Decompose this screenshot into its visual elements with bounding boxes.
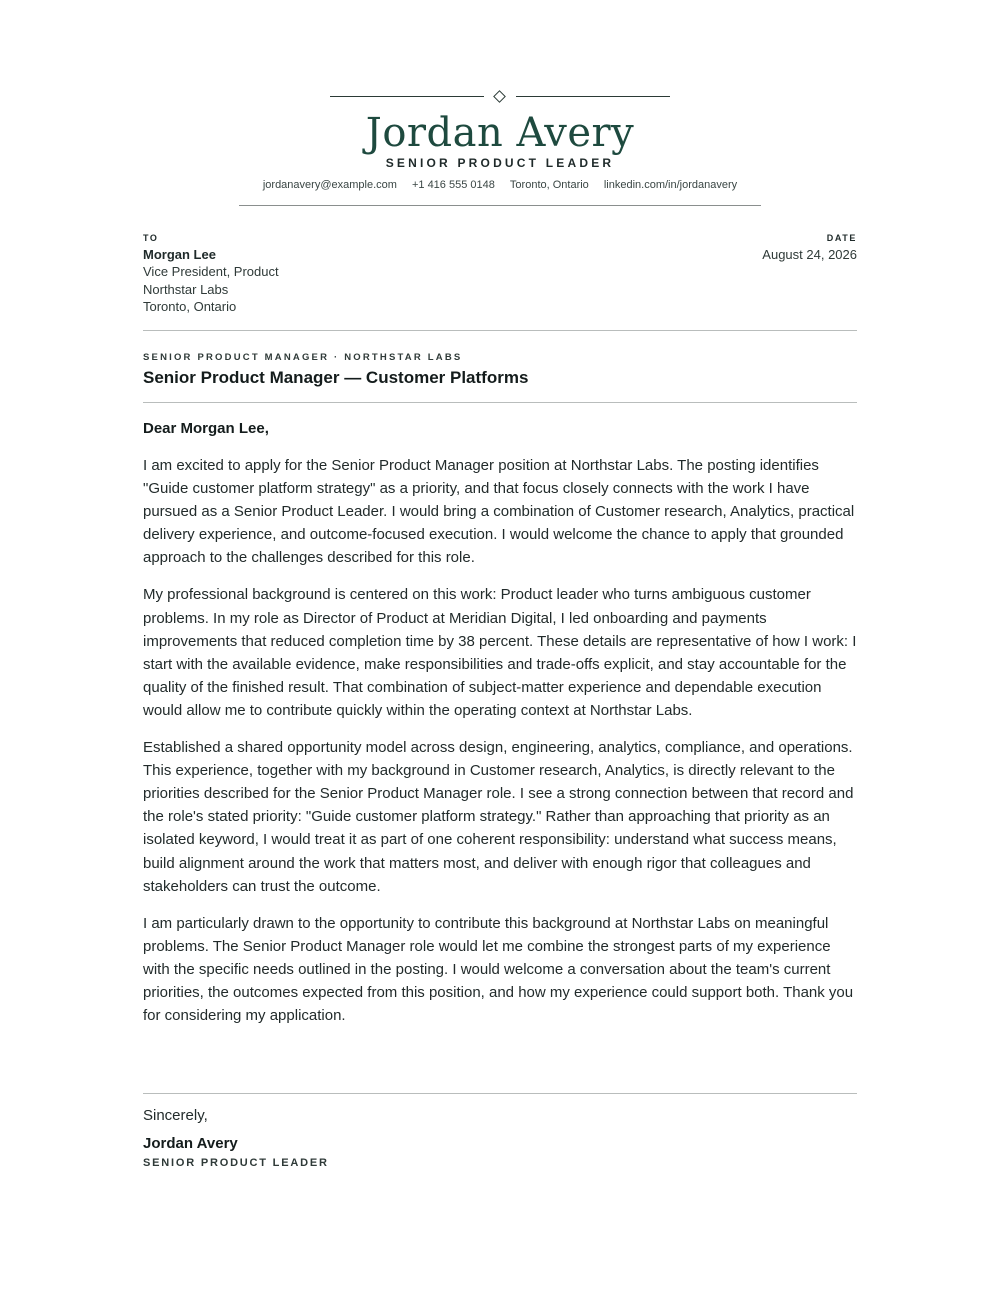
divider	[143, 402, 857, 403]
sender-name: Jordan Avery	[365, 110, 635, 156]
divider	[143, 330, 857, 331]
paragraph: I am excited to apply for the Senior Product Manager position at Northstar Labs. The posting identifies "Guide customer platform strategy" as a priority, and that focus closely connects with the work I have pursued as a Senior Product Leader. I would bring a combination of Customer research, Analytics, practical delivery experience, and outcome-focused execution. I would welcome the chance to apply that grounded approach to the challenges described for this role.	[143, 457, 855, 567]
paragraph: My professional background is centered on this work: Product leader who turns ambiguous customer problems. In my role as Director of Product at Meridian Digital, I led onboarding and payments improvements that reduced completion time by 38 percent. These details are representative of how I work: I start with the available evidence, make responsibilities and trade-offs explicit, and stay accountable for the quality of the finished result. That combination of subject-matter experience and dependable execution would allow me to contribute quickly within the operating context at Northstar Labs.	[143, 586, 857, 719]
contact-phone: +1 416 555 0148	[411, 179, 495, 191]
contact-location: Toronto, Ontario	[509, 179, 589, 191]
date-value: August 24, 2026	[762, 247, 857, 262]
recipient-name: Morgan Lee	[143, 247, 216, 262]
recipient-label: TO	[143, 233, 159, 243]
letter-body	[143, 0, 857, 1294]
divider	[143, 1093, 857, 1094]
letter-paragraphs	[143, 454, 857, 1041]
date-label: DATE	[826, 233, 857, 243]
date-block	[762, 233, 857, 263]
sender-title: SENIOR PRODUCT LEADER	[385, 156, 615, 170]
valediction: Sincerely,	[143, 1107, 208, 1124]
signature-title: SENIOR PRODUCT LEADER	[143, 1157, 329, 1169]
paragraph: Established a shared opportunity model across design, engineering, analytics, compliance, and operations. This experience, together with my background in Customer research, Analytics, is directly relevant to the priorities described for the Senior Product Manager role. I see a strong connection between that record and the role's stated priority: "Guide customer platform strategy." Rather than approaching that priority as an isolated keyword, I would treat it as part of one coherent responsibility: understand what success means, build alignment around the work that matters most, and deliver with enough rigor that colleagues and stakeholders can trust the outcome.	[143, 739, 854, 895]
recipient-line: Vice President, Product	[143, 264, 279, 279]
subject-title: Senior Product Manager — Customer Platforms	[143, 368, 529, 387]
salutation: Dear Morgan Lee,	[143, 420, 269, 437]
contact-linkedin[interactable]: linkedin.com/in/jordanavery	[603, 179, 738, 191]
recipient-block	[143, 233, 279, 316]
subject-kicker: SENIOR PRODUCT MANAGER · NORTHSTAR LABS	[143, 352, 463, 363]
signature-name: Jordan Avery	[143, 1135, 238, 1152]
recipient-line: Toronto, Ontario	[143, 299, 237, 314]
paragraph: I am particularly drawn to the opportunity to contribute this background at Northstar Labs on meaningful problems. The Senior Product Manager role would let me combine the strongest parts of my experience with the specific needs outlined in the posting. I would welcome a conversation about the team's current priorities, the outcomes expected from this position, and how my experience could support both. Thank you for considering my application.	[143, 914, 854, 1025]
contact-email[interactable]: jordanavery@example.com	[262, 179, 397, 191]
recipient-line: Northstar Labs	[143, 281, 229, 297]
